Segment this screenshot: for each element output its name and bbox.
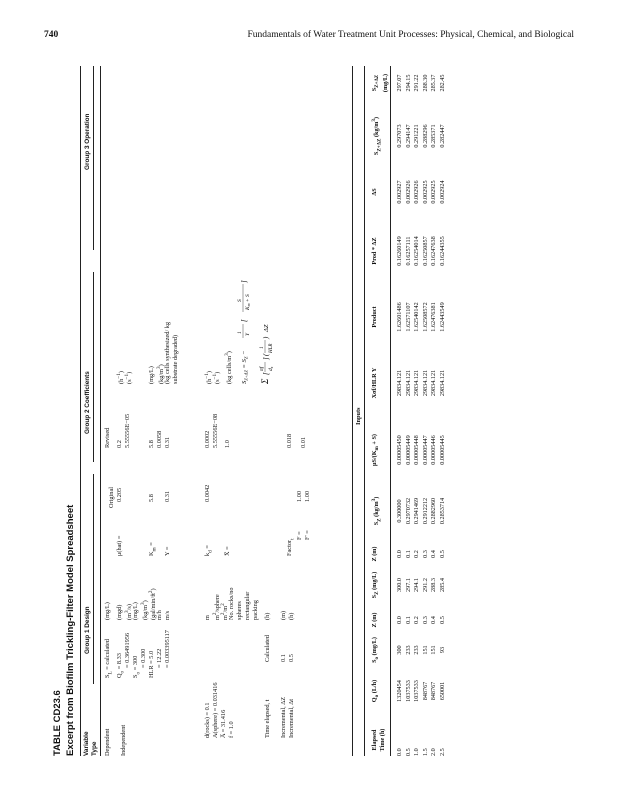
svg-text:1: 1	[237, 331, 243, 334]
km-label: $K_m$ =	[148, 542, 158, 556]
km-unit1: (mg/L)	[148, 366, 155, 384]
inc-dz-label: Incremental, ΔZ	[280, 696, 287, 738]
inc-dt-label: Incremental, Δt	[288, 698, 295, 738]
table-cell-r4-c2: 151	[430, 645, 438, 655]
table-cell-r3-c9: 1.62508572	[421, 302, 429, 332]
kd-rev2: 5.55556E−08	[212, 413, 219, 448]
col-header-6: $S_Z$ $(kg/m^3)$	[371, 496, 383, 526]
table-cell-r0-c5: 0.0	[396, 550, 403, 558]
table-cell-r0-c2: 300	[396, 645, 403, 655]
x-label: X̅ =	[224, 546, 231, 556]
col-type-head: Type	[91, 741, 98, 756]
time-unit: (h)	[264, 612, 271, 620]
inputs-label: Inputs	[355, 407, 362, 425]
table-cell-r2-c9: 1.62540142	[413, 302, 421, 332]
group3-head: Group 3 Operation	[84, 113, 91, 170]
g1-row-5-name: = 12.22	[156, 648, 163, 668]
g1-row-5-unit: m/h	[156, 610, 163, 620]
rotated-table-region	[44, 58, 574, 770]
rule-inputs-bottom	[364, 66, 365, 756]
g1-row-2-name: $S_o = 300$	[132, 655, 142, 678]
table-cell-r4-c4: 288.3	[430, 578, 438, 592]
g1-row-3-name: = 0.300	[140, 648, 147, 668]
g1-row-6-name: = 0.003395117	[164, 630, 171, 668]
g1-row-2-unit: (mg/L)	[132, 602, 139, 620]
rule-top	[80, 66, 81, 756]
table-cell-r3-c4: 291.2	[421, 578, 429, 592]
table-cell-r4-c1: 848767	[430, 681, 438, 701]
svg-text:Km + S: Km + S	[245, 294, 251, 310]
mu-unit1: $(h^{-1})$	[116, 371, 126, 384]
table-cell-r2-c2: 233	[413, 645, 421, 655]
table-caption	[52, 505, 77, 756]
table-cell-r4-c9: 1.62476381	[430, 302, 438, 332]
table-cell-r0-c4: 300.0	[396, 578, 403, 592]
table-cell-r4-c10: 0.16247638	[430, 236, 438, 266]
table-cell-r0-c12: 0.297073	[396, 124, 403, 148]
table-cell-r5-c12: 0.282447	[439, 124, 446, 148]
group2-head: Group 2 Coefficients	[84, 371, 91, 434]
kd-unit1: $(h^{-1})$	[204, 371, 214, 384]
s-update-equation	[236, 274, 283, 384]
y-rev: 0.31	[164, 436, 171, 448]
col-header-3: Z (m)	[371, 612, 378, 628]
g2-orig-head: Original	[108, 487, 115, 508]
time-calc: Calculated	[264, 635, 271, 662]
table-cell-r2-c3: 0.2	[413, 616, 421, 624]
table-cell-r3-c12: 0.288296	[421, 124, 429, 148]
svg-text:): )	[262, 336, 270, 339]
x-rev: 1.0	[224, 440, 231, 448]
g1-geom-0-name: d(rocks) = 0.1	[204, 702, 211, 738]
table-cell-r5-c4: 285.4	[439, 578, 446, 592]
table-cell-r1-c8: 29834.121	[404, 369, 412, 397]
fp-val: 1.00	[296, 490, 303, 502]
table-cell-r4-c5: 0.4	[430, 550, 438, 558]
svg-text:]: ]	[262, 357, 270, 360]
g1-geom-3-name: f = 1.0	[228, 721, 235, 738]
independent-label: Independent	[120, 724, 127, 756]
col-header-13: $S_{Z+\Delta Z}$ (mg/L)	[371, 73, 389, 93]
km-orig: 5.8	[148, 494, 155, 502]
g1-row-1-name: = 0.36491956	[124, 632, 131, 668]
table-cell-r2-c12: 0.291221	[413, 124, 421, 148]
table-cell-r5-c5: 0.5	[439, 550, 446, 558]
kd-rev: 0.0002	[204, 430, 211, 448]
inc-dt-val: 0.5	[288, 654, 295, 662]
table-cell-r3-c1: 848767	[421, 681, 429, 701]
table-cell-r0-c6: 0.300000	[396, 499, 403, 523]
col-variable-head: Variable	[83, 731, 90, 756]
kd-orig: 0.0042	[204, 484, 211, 502]
table-cell-r1-c4: 297.1	[404, 578, 412, 592]
g1-row-0-name: $Q_o = 8.33$	[116, 653, 126, 678]
g1-row-4-name: HLR = 5.0	[148, 650, 155, 678]
f-val: 1.00	[304, 490, 311, 502]
svg-text:πf: πf	[259, 366, 265, 371]
g1-geom-1-unit: $m^2$/sphere	[212, 594, 222, 620]
table-cell-r3-c0: 1.5	[421, 748, 429, 756]
table-cell-r1-c7: 0.00005449	[404, 435, 412, 465]
table-cell-r2-c6: 0.2941469	[413, 497, 421, 525]
g2-revised-head: Revised	[104, 427, 111, 448]
col-header-4: $S_Z$ (mg/L)	[371, 571, 381, 599]
table-cell-r5-c9: 1.62443549	[439, 302, 446, 332]
rule-inputs-top	[352, 66, 353, 756]
table-cell-r5-c8: 29834.121	[439, 369, 446, 397]
table-cell-r0-c0: 0.0	[396, 748, 403, 756]
table-cell-r5-c6: 0.2853714	[439, 497, 446, 525]
table-cell-r5-c10: 0.16244355	[439, 236, 446, 266]
g1-geom-1-name: A(sphere) = 0.031416	[212, 682, 219, 738]
table-cell-r3-c5: 0.3	[421, 550, 429, 558]
table-cell-r2-c8: 29834.121	[413, 369, 421, 397]
table-cell-r1-c2: 233	[404, 645, 412, 655]
inc-dt-unit: (h)	[288, 612, 295, 620]
mu-label: μ(hat) =	[116, 535, 123, 556]
table-cell-r3-c3: 0.3	[421, 616, 429, 624]
f-label: F' =	[304, 530, 311, 540]
col-header-5: Z (m)	[371, 546, 378, 562]
group1-head: Group 1 Design	[84, 606, 91, 654]
table-cell-r2-c0: 1.0	[413, 748, 421, 756]
svg-text:S: S	[237, 299, 243, 302]
g1-geom-2-name: A̅ = 31.416	[220, 709, 227, 738]
svg-text:]: ]	[240, 280, 248, 283]
table-cell-r3-c13: 288.30	[421, 74, 429, 92]
table-cell-r1-c5: 0.1	[404, 550, 412, 558]
col-header-8: Xσf/HLR Y	[371, 367, 378, 399]
km-rev2: 0.0058	[156, 430, 163, 448]
kd-unit2: $(s^{-1})$	[212, 371, 222, 384]
table-cell-r0-c1: 1320454	[396, 680, 403, 702]
table-cell-r0-c8: 29834.121	[396, 369, 403, 397]
col-header-2: $S_o$ (mg/L)	[371, 637, 381, 663]
col-header-11: ΔS	[371, 188, 378, 196]
svg-text:ΔZ: ΔZ	[263, 324, 270, 332]
table-cell-r4-c12: 0.285371	[430, 124, 438, 148]
svg-text:Y: Y	[245, 332, 251, 336]
table-cell-r4-c3: 0.4	[430, 616, 438, 624]
page-number: 740	[44, 30, 59, 40]
time-elapsed-label: Time elapsed, t	[264, 699, 271, 738]
factor-label: Factor$_t$	[286, 538, 296, 556]
table-cell-r3-c7: 0.00005447	[421, 435, 429, 465]
km-rev: 5.8	[148, 440, 155, 448]
y-orig: 0.31	[164, 490, 171, 502]
svg-text:SZ+ΔZ = SZ −: $S_{Z+\Delta Z} = S_Z$ −	[241, 350, 249, 384]
g1-row-3-unit: $(kg/m^3)$	[140, 600, 150, 620]
col-header-1: $Q_o$ (L/h)	[371, 679, 381, 703]
mu-rev: 0.2	[116, 440, 123, 448]
fp-rev: 0.01	[300, 436, 307, 448]
table-cell-r4-c0: 2.0	[430, 748, 438, 756]
g1-geom-3-unit: No. rocks/no spheres rectangular packing	[228, 587, 259, 620]
inc-dz-val: 0.1	[280, 654, 287, 662]
g1-geom-2-unit: $m^2/m^2$	[220, 603, 230, 620]
table-cell-r2-c10: 0.16254014	[413, 236, 421, 266]
table-cell-r4-c11: 0.002925	[430, 180, 438, 204]
table-cell-r0-c10: 0.16260149	[396, 236, 403, 266]
table-cell-r0-c3: 0.0	[396, 616, 403, 624]
table-cell-r1-c10: 0.16257111	[404, 236, 412, 266]
kd-label: $k_d$ =	[204, 545, 214, 556]
svg-text:(: (	[262, 353, 270, 356]
inc-dz-unit: (m)	[280, 610, 287, 620]
table-cell-r0-c11: 0.002927	[396, 180, 403, 204]
group3-rule	[93, 66, 94, 250]
table-cell-r2-c4: 294.1	[413, 578, 421, 592]
svg-text:[: [	[262, 372, 270, 375]
table-cell-r2-c7: 0.00005448	[413, 435, 421, 465]
col-header-7: $\mu S/(K_m + S)$	[371, 434, 381, 466]
table-cell-r1-c1: 1037533	[404, 680, 412, 702]
table-cell-r1-c0: 0.5	[404, 748, 412, 756]
g1-dependent-text: $S_L$ = calculated	[104, 639, 114, 678]
table-cell-r5-c3: 0.5	[439, 616, 446, 624]
table-cell-r1-c9: 1.62571107	[404, 302, 412, 332]
group2-rule	[93, 272, 94, 462]
table-cell-r5-c11: 0.002924	[439, 180, 446, 204]
svg-text:HLR: HLR	[269, 343, 274, 353]
running-title: Fundamentals of Water Treatment Unit Processes: Physical, Chemical, and Biological	[247, 30, 574, 40]
equation-graphic	[236, 274, 280, 384]
page-header	[44, 30, 574, 46]
mu-rev2: 5.55556E−05	[124, 413, 131, 448]
table-cell-r4-c7: 0.00005446	[430, 435, 438, 465]
dependent-label: Dependent	[104, 728, 111, 756]
fp-label: F =	[296, 531, 303, 540]
mu-unit2: $(s^{-1})$	[124, 371, 134, 384]
table-cell-r3-c10: 0.16250857	[421, 236, 429, 266]
group1-rule	[93, 474, 94, 684]
g1-row-1-unit: $(m^3/s)$	[124, 604, 134, 620]
svg-text:Σ: Σ	[260, 378, 270, 384]
table-cell-r3-c2: 151	[421, 645, 429, 655]
factor-val: 0.018	[286, 433, 293, 448]
table-cell-r1-c11: 0.002926	[404, 180, 412, 204]
x-unit: (kg cells/$m^3$)	[224, 351, 234, 384]
g1-dependent-unit: (mg/L)	[104, 602, 111, 620]
svg-text:ds: ds	[268, 366, 274, 371]
table-cell-r0-c7: 0.00005450	[396, 435, 403, 465]
rule-colhead-bottom	[390, 66, 391, 756]
table-label: TABLE CD23.6	[52, 690, 63, 756]
table-cell-r1-c13: 294.15	[404, 74, 412, 92]
table-cell-r3-c11: 0.002925	[421, 180, 429, 204]
g1-geom-0-unit: m	[204, 615, 211, 620]
g1-row-0-unit: (mgd)	[116, 604, 123, 620]
table-cell-r4-c6: 0.2882960	[430, 497, 438, 525]
table-cell-r3-c6: 0.2912212	[421, 497, 429, 525]
rule-head-bottom	[100, 66, 101, 756]
col-header-0: Elapsed Time (h)	[371, 728, 386, 752]
table-cell-r1-c12: 0.294147	[404, 124, 412, 148]
y-label: Y =	[164, 546, 171, 556]
table-cell-r1-c6: 0.2970732	[404, 497, 412, 525]
table-cell-r5-c2: 93	[439, 646, 446, 654]
col-header-12: $S_{Z+\Delta Z}$ $(kg/m^3)$	[371, 116, 383, 156]
table-cd23-6	[44, 58, 574, 770]
table-cell-r5-c1: 650001	[439, 681, 446, 701]
y-unit: (kg cells synthesized/ kg substrate degraded)	[164, 321, 179, 384]
km-unit2: $(kg/m^3)$	[156, 364, 166, 384]
svg-text:1: 1	[259, 346, 265, 349]
table-cell-r3-c8: 29834.121	[421, 369, 429, 397]
table-cell-r0-c13: 297.07	[396, 74, 403, 92]
table-cell-r0-c9: 1.62601486	[396, 302, 403, 332]
table-cell-r2-c13: 291.22	[413, 74, 421, 92]
table-cell-r2-c1: 1037533	[413, 680, 421, 702]
mu-orig: 0.205	[116, 487, 123, 502]
table-cell-r4-c8: 29834.121	[430, 369, 438, 397]
col-header-9: Product	[371, 306, 378, 328]
col-header-10: Prod * ΔZ	[371, 237, 378, 265]
table-title: Excerpt from Biofilm Trickling-Filter Model Spreadsheet	[64, 504, 76, 756]
table-cell-r2-c11: 0.002926	[413, 180, 421, 204]
g1-row-4-unit: $(gal/\min/ft^2)$	[148, 588, 158, 620]
table-cell-r2-c5: 0.2	[413, 550, 421, 558]
svg-text:[: [	[240, 319, 248, 322]
table-cell-r5-c7: 0.00005445	[439, 435, 446, 465]
table-cell-r5-c0: 2.5	[439, 748, 446, 756]
g1-row-6-unit: m/s	[164, 610, 171, 620]
table-cell-r5-c13: 282.45	[439, 74, 446, 92]
table-cell-r1-c3: 0.1	[404, 616, 412, 624]
g1-dependent	[104, 639, 114, 678]
table-cell-r4-c13: 285.37	[430, 74, 438, 92]
